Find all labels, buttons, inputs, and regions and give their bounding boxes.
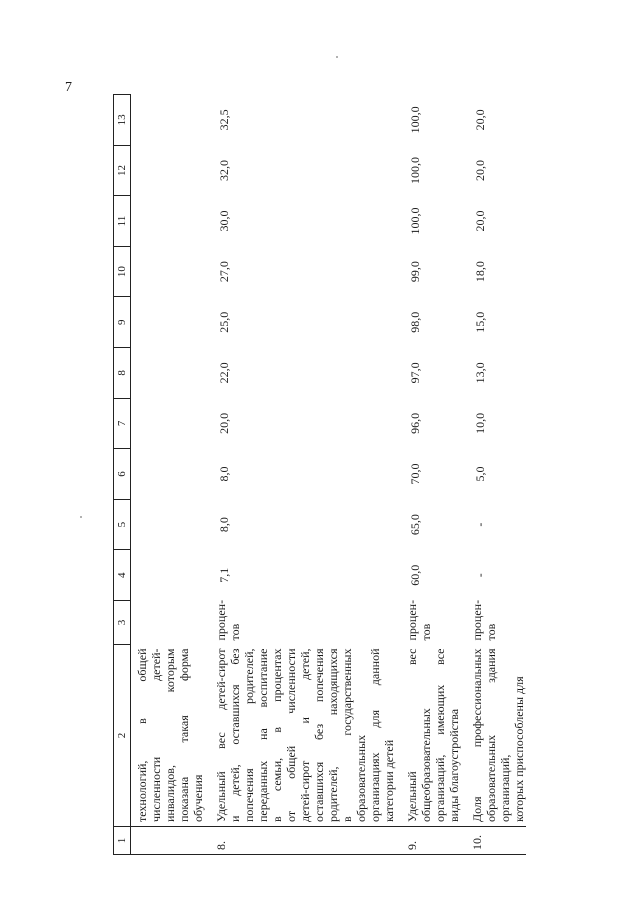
value-cell	[131, 449, 210, 500]
unit-cell	[400, 601, 465, 645]
indicator-description-cell	[465, 645, 526, 827]
column-number-cell: 12	[114, 145, 131, 196]
column-number-cell: 13	[114, 95, 131, 146]
unit-line: процен-	[214, 599, 228, 641]
indicator-description-line: оставшихся без попечения	[312, 648, 326, 822]
table-row	[400, 95, 465, 855]
indicator-description-line: образовательных здания	[484, 648, 498, 822]
row-number-cell: 8.	[209, 827, 400, 855]
value-cell: 99,0	[408, 261, 422, 283]
unit-cell	[131, 601, 210, 645]
value-cell: 70,0	[408, 463, 422, 485]
value-cell: 7,1	[217, 567, 231, 583]
value-cell: 100,0	[408, 106, 422, 134]
column-number-cell: 4	[114, 550, 131, 601]
column-number-cell: 9	[114, 297, 131, 348]
value-cell: 97,0	[408, 362, 422, 384]
row-number-cell: 10.	[465, 827, 526, 855]
indicator-description-cell	[131, 645, 210, 827]
indicator-description-line: переданных на воспитание	[256, 648, 270, 822]
indicator-description-line: численности детей-	[149, 648, 163, 822]
value-cell: 60,0	[408, 564, 422, 586]
value-cell	[131, 550, 210, 601]
unit-line: процен-	[405, 599, 419, 641]
value-cell: 20,0	[473, 210, 487, 232]
unit-line: тов	[419, 623, 433, 641]
column-number-cell: 3	[114, 601, 131, 645]
indicator-description-line: категории детей	[382, 739, 396, 822]
indicator-description-line: родителей, находящихся	[326, 648, 340, 822]
value-cell	[131, 348, 210, 399]
column-number-cell: 5	[114, 499, 131, 550]
indicators-table	[113, 94, 526, 855]
column-number-cell: 7	[114, 398, 131, 449]
value-cell: 30,0	[217, 210, 231, 232]
value-cell: 100,0	[408, 207, 422, 235]
value-cell: 20,0	[473, 109, 487, 131]
indicator-description-line: организаций,	[498, 754, 512, 822]
column-number-cell: 8	[114, 348, 131, 399]
indicator-description-line: технологий, в общей	[135, 648, 149, 822]
value-cell: 13,0	[473, 362, 487, 384]
indicator-description-line: от общей численности	[284, 648, 298, 822]
unit-cell	[465, 601, 526, 645]
column-number-row	[114, 95, 131, 855]
value-cell: 98,0	[408, 311, 422, 333]
value-cell	[131, 145, 210, 196]
indicator-description-line: организациях для данной	[368, 648, 382, 822]
value-cell: 8,0	[217, 466, 231, 482]
scan-speck	[336, 56, 338, 58]
rotated-table-container	[113, 95, 578, 855]
value-cell	[131, 196, 210, 247]
indicator-description-line: Удельный вес детей-сирот	[214, 648, 228, 822]
value-cell	[131, 297, 210, 348]
indicator-description-line: показана такая форма	[177, 648, 191, 822]
row-number-cell	[131, 827, 210, 855]
column-number-cell: 1	[114, 827, 131, 855]
indicator-description-cell	[209, 645, 400, 827]
value-cell: 32,0	[217, 159, 231, 181]
indicator-description-line: в государственных	[340, 648, 354, 822]
indicator-description-line: Доля профессиональных	[470, 648, 484, 822]
column-number-cell: 11	[114, 196, 131, 247]
value-cell: 15,0	[473, 311, 487, 333]
value-cell: 5,0	[473, 466, 487, 482]
indicator-description-cell	[400, 645, 465, 827]
table-row	[465, 95, 526, 855]
value-cell	[131, 95, 210, 146]
column-number-cell: 2	[114, 645, 131, 827]
value-cell: 27,0	[217, 261, 231, 283]
table-row	[131, 95, 210, 855]
indicator-description-line: попечения родителей,	[242, 648, 256, 822]
value-cell: 18,0	[473, 261, 487, 283]
scan-speck	[80, 516, 82, 518]
value-cell: -	[473, 573, 487, 578]
indicator-description-line: которых приспособлены для	[512, 676, 526, 822]
value-cell: 32,5	[217, 109, 231, 131]
value-cell: -	[473, 522, 487, 527]
value-cell: 20,0	[217, 412, 231, 434]
unit-cell	[209, 601, 400, 645]
unit-line: процен-	[470, 599, 484, 641]
value-cell: 96,0	[408, 412, 422, 434]
unit-line: тов	[484, 623, 498, 641]
value-cell: 8,0	[217, 517, 231, 533]
indicator-description-line: детей-сирот и детей,	[298, 648, 312, 822]
row-number-cell: 9.	[400, 827, 465, 855]
indicator-description-line: в семьи, в процентах	[270, 648, 284, 822]
value-cell: 100,0	[408, 156, 422, 184]
indicator-description-line: виды благоустройства	[447, 708, 461, 822]
indicator-description-line: Удельный вес	[405, 648, 419, 822]
value-cell: 65,0	[408, 514, 422, 536]
value-cell	[131, 398, 210, 449]
indicator-description-line: организаций, имеющих все	[433, 648, 447, 822]
indicator-description-line: инвалидов, которым	[163, 648, 177, 822]
indicator-description-line: обучения	[191, 774, 205, 822]
column-number-cell: 6	[114, 449, 131, 500]
table-body	[131, 95, 527, 855]
column-number-cell: 10	[114, 246, 131, 297]
indicator-description-line: общеобразовательных	[419, 708, 433, 822]
unit-line: тов	[228, 623, 242, 641]
value-cell: 22,0	[217, 362, 231, 384]
indicator-description-line: образовательных	[354, 734, 368, 822]
value-cell	[131, 246, 210, 297]
table-row	[209, 95, 400, 855]
value-cell	[131, 499, 210, 550]
value-cell: 25,0	[217, 311, 231, 333]
indicator-description-line: и детей, оставшихся без	[228, 648, 242, 822]
value-cell: 20,0	[473, 159, 487, 181]
page-number: 7	[65, 80, 72, 95]
value-cell: 10,0	[473, 412, 487, 434]
